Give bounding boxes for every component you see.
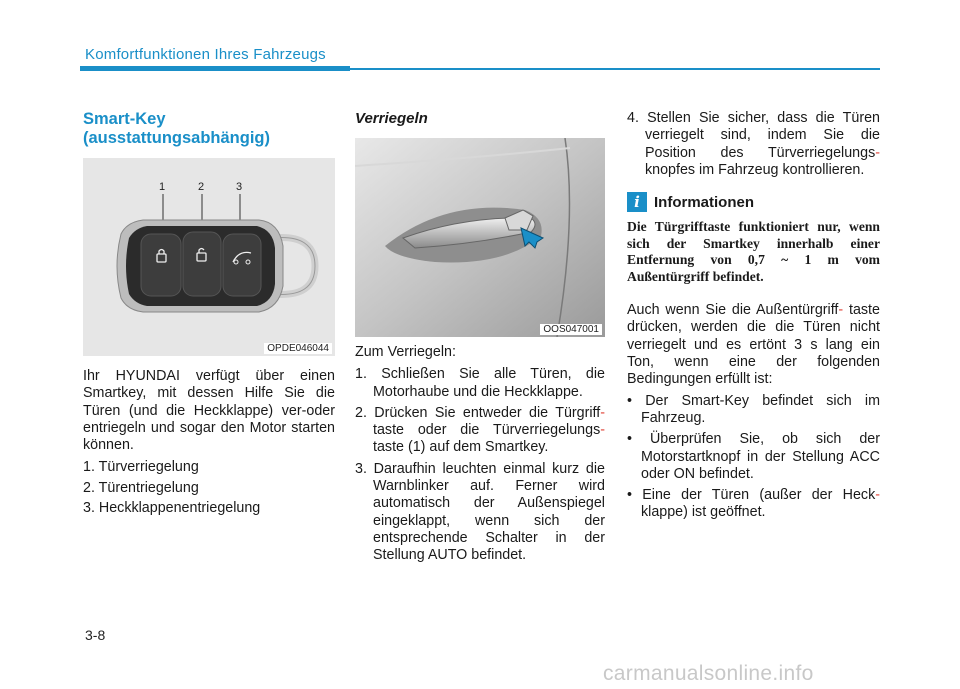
door-handle-illustration bbox=[355, 138, 605, 337]
smart-key-figure bbox=[83, 158, 335, 356]
verriegeln-intro: Zum Verriegeln: bbox=[355, 344, 456, 360]
list-item: 2. Türentriegelung bbox=[83, 479, 199, 496]
hyphen: - bbox=[600, 422, 605, 439]
list-item bbox=[355, 405, 605, 457]
list-item bbox=[627, 110, 880, 179]
smart-key-title-line1: Smart-Key bbox=[83, 110, 166, 128]
list-item: • Der Smart-Key befindet sich im Fahrzeug. bbox=[627, 392, 880, 426]
header-bar bbox=[80, 66, 350, 71]
info-paragraph bbox=[627, 302, 880, 388]
callout-3: 3 bbox=[236, 181, 243, 193]
list-item: 3. Heckklappenentriegelung bbox=[83, 500, 261, 517]
column-verriegeln bbox=[355, 110, 605, 565]
page-number: 3-8 bbox=[85, 627, 106, 643]
list-item: 1. Schließen Sie alle Türen, die Motorhaube und die Heckklappe. bbox=[355, 366, 605, 400]
list-item bbox=[627, 487, 880, 522]
header-rule bbox=[350, 68, 880, 70]
para-text: taste drücken, werden die die Türen nicht verriegelt und es ertönt 3 s lang ein Ton, wenn eine der folgenden Bedingungen erfüllt ist: bbox=[627, 302, 880, 388]
hyphen: - bbox=[875, 487, 880, 504]
smart-key-title bbox=[83, 110, 335, 148]
column-info bbox=[627, 110, 880, 522]
hyphen: - bbox=[875, 144, 880, 161]
watermark: carmanualsonline.info bbox=[603, 662, 814, 685]
hyphen: - bbox=[838, 302, 844, 319]
smart-key-intro: Ihr HYUNDAI verfügt über einen Smartkey, mit dessen Hilfe Sie die Türen (und die Heckklappe) ver-oder entriegeln und sogar den Motor starten können. bbox=[83, 368, 335, 454]
list-item: 1. Türverriegelung bbox=[83, 459, 199, 476]
bullet-text: klappe) ist geöffnet. bbox=[641, 504, 766, 521]
door-handle-figure bbox=[355, 138, 605, 337]
callout-2: 2 bbox=[198, 181, 205, 193]
callout-1: 1 bbox=[159, 181, 166, 193]
verriegeln-title: Verriegeln bbox=[355, 110, 428, 127]
list-item: 3. Daraufhin leuchten einmal kurz die Warnblinker auf. Ferner wird automatisch der Außenspiegel eingeklappt, wenn sich der entsprechende Schalter in der Stellung AUTO befindet. bbox=[355, 460, 605, 564]
list-item: • Überprüfen Sie, ob sich der Motorstartknopf in der Stellung ACC oder ON befindet. bbox=[627, 431, 880, 482]
figure-code: OOS047001 bbox=[540, 324, 602, 335]
smart-key-title-line2: (ausstattungsabhängig) bbox=[83, 129, 271, 147]
figure-code: OPDE046044 bbox=[264, 343, 332, 354]
info-note: Die Türgrifftaste funktioniert nur, wenn sich der Smartkey innerhalb einer Entfernung von 0,7 ~ 1 m vom Außentürgriff befindet. bbox=[627, 219, 880, 284]
bullet-text: • Eine der Türen (außer der Heck bbox=[627, 487, 876, 504]
hyphen: - bbox=[600, 404, 605, 421]
step-text: taste (1) auf dem Smartkey. bbox=[373, 439, 549, 456]
smart-key-illustration bbox=[83, 158, 335, 356]
step-text: 2. Drücken Sie entweder die Türgriff bbox=[355, 404, 601, 421]
para-text: Auch wenn Sie die Außentürgriff bbox=[627, 302, 839, 319]
info-title: Informationen bbox=[654, 193, 754, 211]
info-icon: i bbox=[627, 192, 647, 212]
step-text: taste oder die Türverriegelungs bbox=[373, 422, 601, 439]
step-text: knopfes im Fahrzeug kontrollieren. bbox=[645, 161, 865, 178]
info-header bbox=[627, 192, 880, 212]
column-smart-key bbox=[83, 110, 335, 517]
step-text: 4. Stellen Sie sicher, dass die Türen verriegelt sind, indem Sie die Position des Türverriegelungs bbox=[627, 110, 880, 161]
section-header-title: Komfortfunktionen Ihres Fahrzeugs bbox=[85, 46, 326, 63]
